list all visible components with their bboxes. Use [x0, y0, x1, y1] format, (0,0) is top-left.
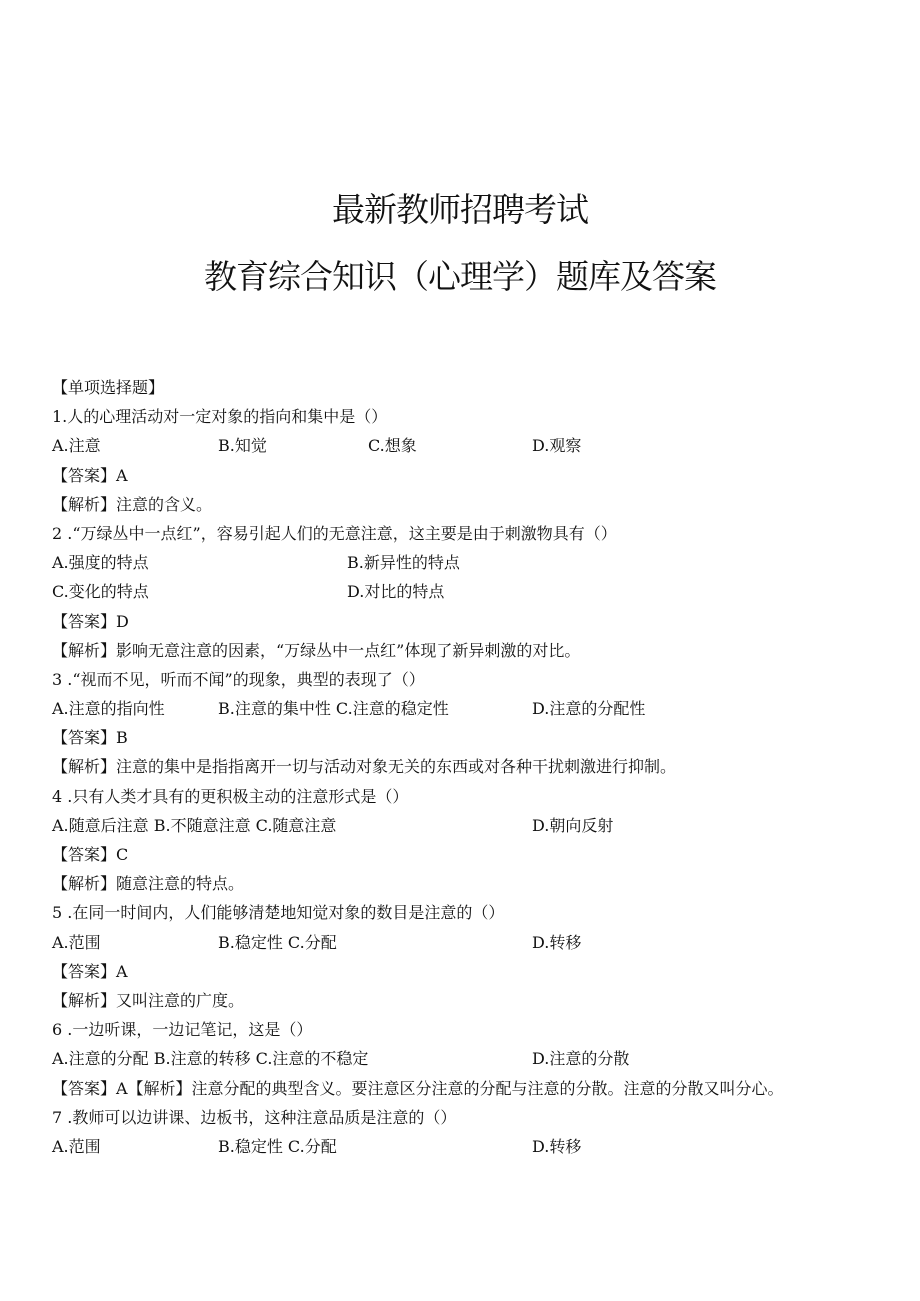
option-b: B.知觉 — [218, 436, 267, 456]
question-5-analysis: 【解析】又叫注意的广度。 — [52, 990, 245, 1010]
option-a: A.强度的特点 — [52, 553, 149, 573]
question-6-answer-analysis: 【答案】A【解析】注意分配的典型含义。要注意区分注意的分配与注意的分散。注意的分散又叫分心。 — [52, 1078, 784, 1098]
option-b-c: B.注意的集中性 C.注意的稳定性 — [218, 699, 449, 719]
option-b-c: B.稳定性 C.分配 — [218, 932, 337, 952]
option-d: D.转移 — [532, 932, 582, 952]
question-5-options — [52, 928, 822, 957]
question-2-analysis: 【解析】影响无意注意的因素，“万绿丛中一点红”体现了新异刺激的对比。 — [52, 640, 581, 660]
question-2-options-row-1 — [52, 548, 822, 577]
question-6-stem: 6 .一边听课，一边记笔记，这是（） — [52, 1020, 313, 1040]
question-1-analysis: 【解析】注意的含义。 — [52, 494, 213, 514]
option-d: D.观察 — [532, 436, 582, 456]
option-d: D.注意的分散 — [532, 1049, 630, 1069]
question-4-stem: 4 .只有人类才具有的更积极主动的注意形式是（） — [52, 786, 409, 806]
question-1-options — [52, 431, 822, 460]
option-a-b-c: A.随意后注意 B.不随意注意 C.随意注意 — [52, 815, 337, 835]
question-7-options — [52, 1132, 822, 1161]
question-4-answer: 【答案】C — [52, 845, 129, 864]
question-6-options — [52, 1044, 822, 1073]
question-3-answer: 【答案】B — [52, 728, 128, 748]
option-b-c: B.稳定性 C.分配 — [218, 1136, 337, 1156]
option-a-b-c: A.注意的分配 B.注意的转移 C.注意的不稳定 — [52, 1049, 369, 1069]
question-4-analysis: 【解析】随意注意的特点。 — [52, 874, 245, 894]
option-c: C.想象 — [368, 436, 417, 456]
question-3-stem: 3 .“视而不见，听而不闻”的现象，典型的表现了（） — [52, 669, 425, 689]
option-a: A.范围 — [52, 932, 101, 952]
question-3-options — [52, 694, 822, 723]
question-1-stem: 1.人的心理活动对一定对象的指向和集中是（） — [52, 407, 388, 427]
option-a: A.注意的指向性 — [52, 699, 165, 719]
question-5-stem: 5 .在同一时间内，人们能够清楚地知觉对象的数目是注意的（） — [52, 903, 505, 923]
option-c: C.变化的特点 — [52, 582, 149, 602]
option-d: D.朝向反射 — [532, 815, 614, 835]
question-7-stem: 7 .教师可以边讲课、边板书，这种注意品质是注意的（） — [52, 1107, 457, 1127]
question-2-answer: 【答案】D — [52, 611, 129, 631]
option-a: A.注意 — [52, 436, 101, 456]
option-d: D.转移 — [532, 1136, 582, 1156]
question-1-answer: 【答案】A — [52, 465, 128, 485]
document-title-line-2: 教育综合知识（心理学）题库及答案 — [204, 257, 716, 296]
option-d: D.注意的分配性 — [532, 699, 646, 719]
question-2-options-row-2 — [52, 577, 822, 606]
document-title-line-1: 最新教师招聘考试 — [332, 190, 588, 229]
option-b: B.新异性的特点 — [347, 553, 460, 573]
option-a: A.范围 — [52, 1136, 101, 1156]
question-5-answer: 【答案】A — [52, 961, 128, 981]
question-2-stem: 2 .“万绿丛中一点红”，容易引起人们的无意注意，这主要是由于刺激物具有（） — [52, 523, 617, 543]
question-3-analysis: 【解析】注意的集中是指指离开一切与活动对象无关的东西或对各种干扰刺激进行抑制。 — [52, 757, 677, 777]
question-list — [52, 373, 822, 1161]
question-4-options — [52, 811, 822, 840]
section-heading: 【单项选择题】 — [52, 378, 165, 397]
option-d: D.对比的特点 — [347, 582, 445, 602]
